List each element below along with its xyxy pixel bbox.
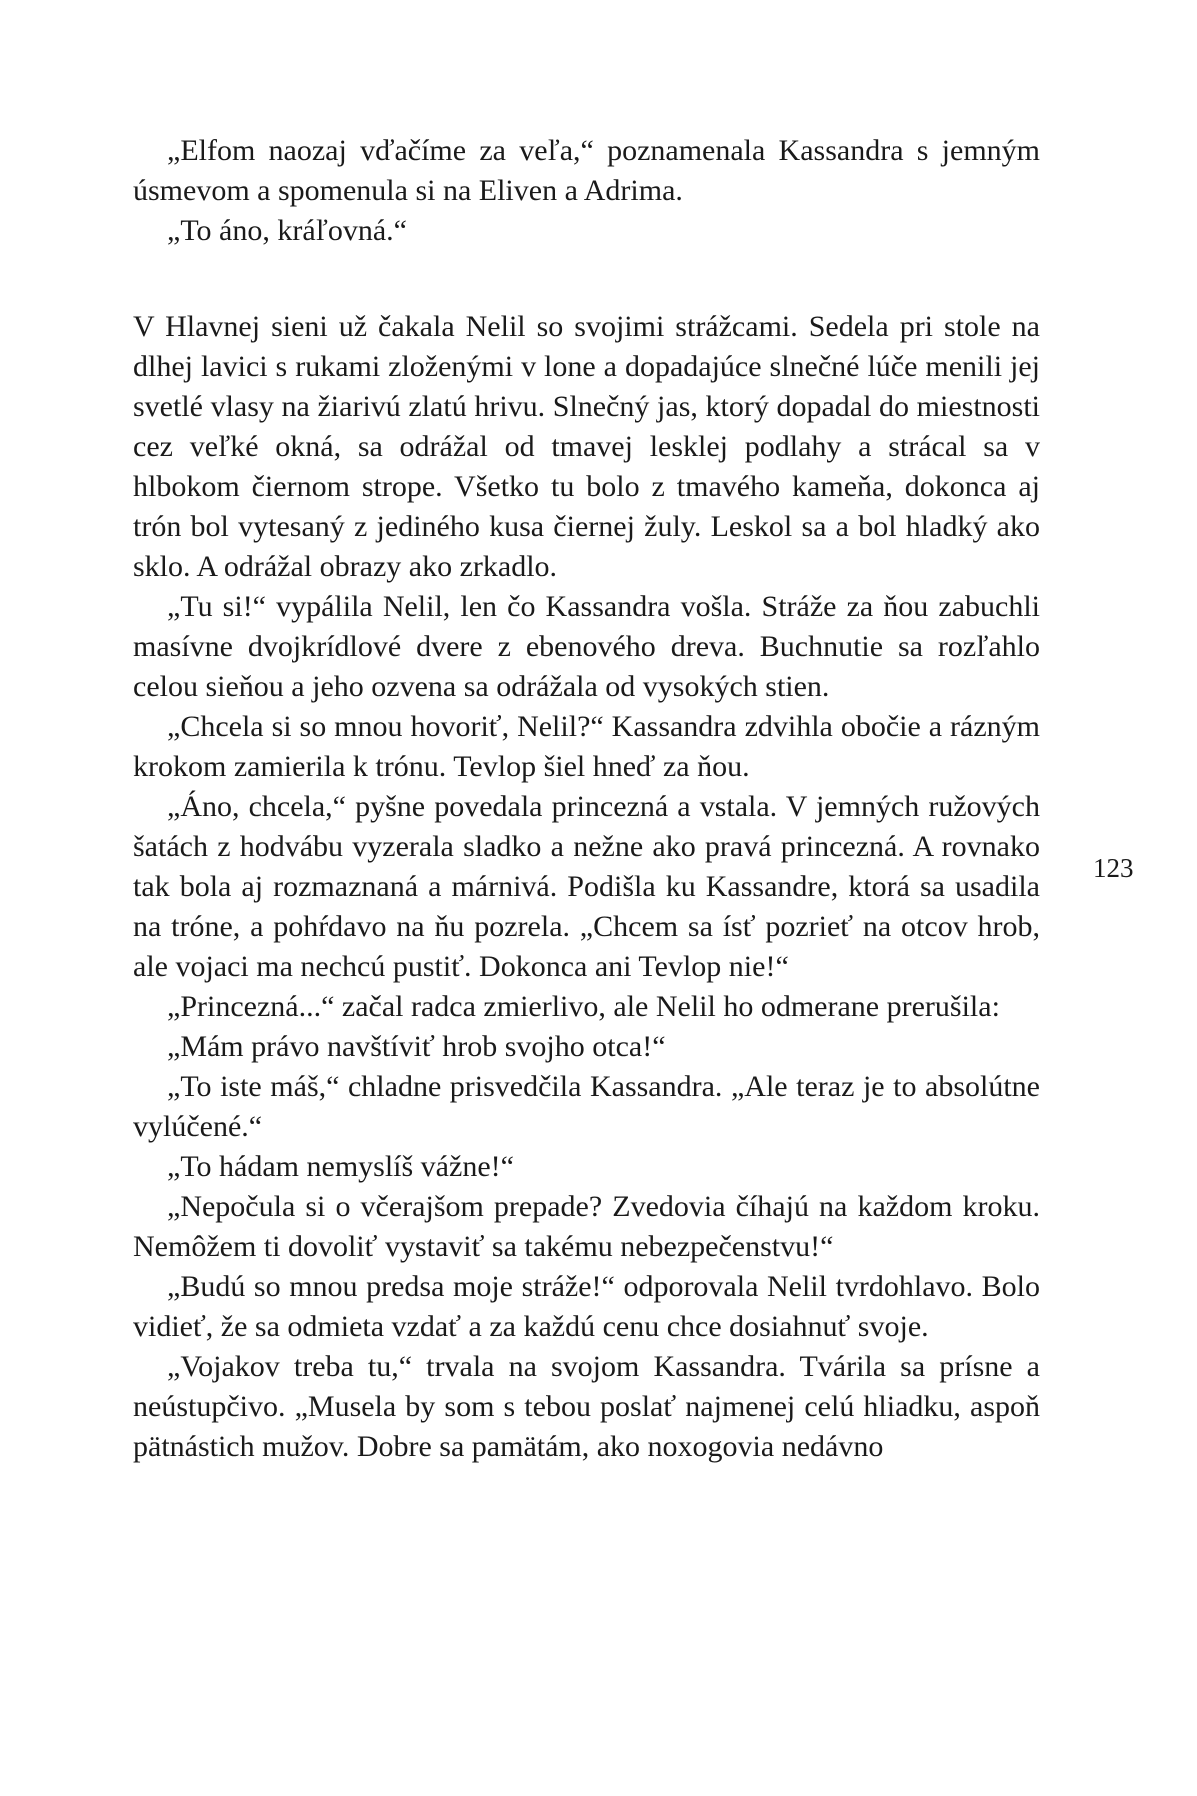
paragraph: „Tu si!“ vypálila Nelil, len čo Kassandra vošla. Stráže za ňou zabuchli masívne dvojkrídlové dvere z ebenového dreva. Buchnutie sa rozľahlo celou sieňou a jeho ozvena sa odrážala od vysokých stien. [133, 590, 1040, 703]
paragraph: „Elfom naozaj vďačíme za veľa,“ poznamenala Kassandra s jemným úsmevom a spomenula si na Eliven a Adrima. [133, 134, 1040, 207]
paragraph: „Chcela si so mnou hovoriť, Nelil?“ Kassandra zdvihla obočie a rázným krokom zamierila k trónu. Tevlop šiel hneď za ňou. [133, 710, 1040, 783]
intro-text-block [133, 131, 1040, 251]
paragraph: „Budú so mnou predsa moje stráže!“ odporovala Nelil tvrdohlavo. Bolo vidieť, že sa odmieta vzdať a za každú cenu chce dosiahnuť svoje. [133, 1270, 1040, 1343]
paragraph: „Vojakov treba tu,“ trvala na svojom Kassandra. Tvárila sa prísne a neústupčivo. „Musela by som s tebou poslať najmenej celú hliadku, aspoň pätnástich mužov. Dobre sa pamätám, ako noxogovia nedávno [133, 1350, 1040, 1463]
paragraph: „Mám právo navštíviť hrob svojho otca!“ [167, 1030, 666, 1063]
page-number: 123 [1093, 853, 1134, 883]
paragraph: „Princezná...“ začal radca zmierlivo, ale Nelil ho odmerane prerušila: [167, 990, 1000, 1023]
paragraph: „To áno, kráľovná.“ [167, 214, 407, 247]
main-text-block [133, 307, 1040, 1467]
paragraph: „To iste máš,“ chladne prisvedčila Kassandra. „Ale teraz je to absolútne vylúčené.“ [133, 1070, 1040, 1143]
paragraph: „Nepočula si o včerajšom prepade? Zvedovia číhajú na každom kroku. Nemôžem ti dovoliť vystaviť sa takému nebezpečenstvu!“ [133, 1190, 1040, 1263]
paragraph: „Áno, chcela,“ pyšne povedala princezná a vstala. V jemných ružových šatách z hodvábu vyzerala sladko a nežne ako pravá princezná. A rovnako tak bola aj rozmaznaná a márnivá. Podišla ku Kassandre, ktorá sa usadila na tróne, a pohŕdavo na ňu pozrela. „Chcem sa ísť pozrieť na otcov hrob, ale vojaci ma nechcú pustiť. Dokonca ani Tevlop nie!“ [133, 790, 1040, 983]
section-opening-paragraph: V Hlavnej sieni už čakala Nelil so svojimi strážcami. Sedela pri stole na dlhej lavici s rukami zloženými v lone a dopadajúce slnečné lúče menili jej svetlé vlasy na žiarivú zlatú hrivu. Slnečný jas, ktorý dopadal do miestnosti cez veľké okná, sa odrážal od tmavej lesklej podlahy a strácal sa v hlbokom čiernom strope. Všetko tu bolo z tmavého kameňa, dokonca aj trón bol vytesaný z jediného kusa čiernej žuly. Leskol sa a bol hladký ako sklo. A odrážal obrazy ako zrkadlo. [133, 310, 1040, 583]
paragraph: „To hádam nemyslíš vážne!“ [167, 1150, 514, 1183]
